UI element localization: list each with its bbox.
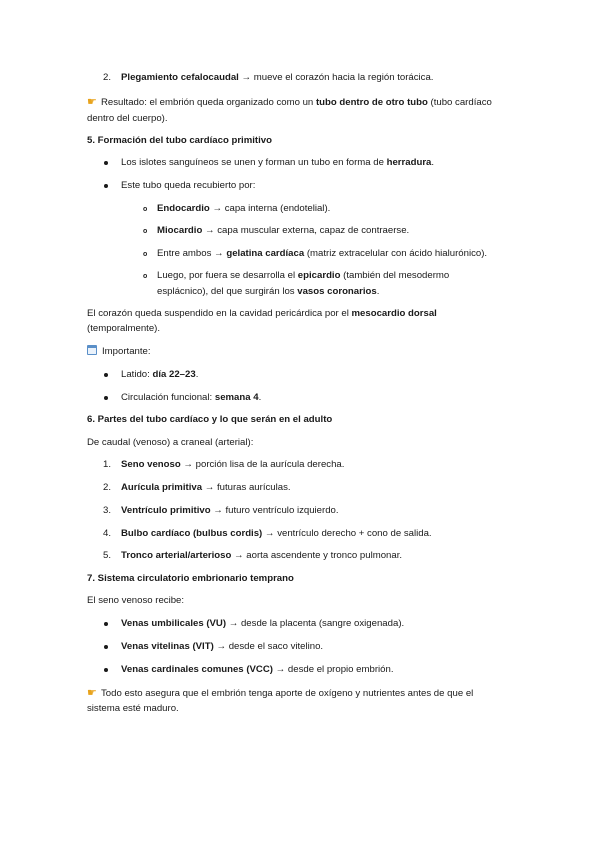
section-heading: 7. Sistema circulatorio embrionario temprano [87, 573, 294, 584]
sub-list-item: Luego, por fuera se desarrolla el epicardio (también del mesodermo [157, 270, 450, 281]
paragraph: El corazón queda suspendido en la cavidad pericárdica por el mesocardio dorsal [87, 308, 437, 319]
section-heading: 6. Partes del tubo cardíaco y lo que serán en el adulto [87, 414, 333, 425]
section-heading: 5. Formación del tubo cardíaco primitivo [87, 135, 272, 146]
list-item: Aurícula primitiva → futuras aurículas. [121, 482, 291, 493]
pointing-hand-icon: ☛ [87, 687, 97, 699]
list-item: Ventrículo primitivo → futuro ventrículo izquierdo. [121, 505, 339, 516]
sub-bullet-icon: o [143, 228, 148, 235]
bullet-icon [104, 184, 108, 188]
bullet-icon [104, 161, 108, 165]
closing-paragraph: ☛ Todo esto asegura que el embrión tenga aporte de oxígeno y nutrientes antes de que el [87, 687, 474, 699]
list-item: Este tubo queda recubierto por: [121, 180, 256, 191]
list-item: Tronco arterial/arterioso → aorta ascendente y tronco pulmonar. [121, 550, 403, 561]
paragraph: El seno venoso recibe: [87, 595, 185, 606]
sub-bullet-icon: o [143, 251, 148, 258]
sub-list-item: Entre ambos → gelatina cardíaca (matriz extracelular con ácido hialurónico). [157, 248, 488, 259]
sub-bullet-icon: o [143, 206, 148, 213]
sub-list-item-cont: esplácnico), del que surgirán los vasos coronarios. [157, 286, 380, 297]
list-number: 1. [103, 459, 112, 470]
list-item: Latido: día 22–23. [121, 369, 199, 380]
list-item: Venas cardinales comunes (VCC) → desde el propio embrión. [121, 664, 394, 675]
result-paragraph-cont: dentro del cuerpo). [87, 113, 168, 124]
sub-list-item: Miocardio → capa muscular externa, capaz de contraerse. [157, 225, 410, 236]
result-paragraph: ☛ Resultado: el embrión queda organizado como un tubo dentro de otro tubo (tubo cardíaco [87, 96, 492, 108]
paragraph: De caudal (venoso) a craneal (arterial): [87, 437, 254, 448]
list-item: Venas vitelinas (VIT) → desde el saco vitelino. [121, 641, 324, 652]
bullet-icon [104, 373, 108, 377]
paragraph-cont: (temporalmente). [87, 323, 161, 334]
list-item: Bulbo cardíaco (bulbus cordis) → ventrículo derecho + cono de salida. [121, 528, 432, 539]
list-number: 2. [103, 482, 112, 493]
list-number: 3. [103, 505, 112, 516]
list-item: Venas umbilicales (VU) → desde la placenta (sangre oxigenada). [121, 618, 405, 629]
pointing-hand-icon: ☛ [87, 96, 97, 108]
bullet-icon [104, 396, 108, 400]
bullet-icon [104, 622, 108, 626]
list-number: 5. [103, 550, 112, 561]
list-item: Plegamiento cefalocaudal → mueve el corazón hacia la región torácica. [121, 72, 434, 83]
list-item: Circulación funcional: semana 4. [121, 392, 262, 403]
list-number: 2. [103, 72, 112, 83]
bullet-icon [104, 668, 108, 672]
sub-list-item: Endocardio → capa interna (endotelial). [157, 203, 331, 214]
calendar-icon [87, 345, 97, 355]
closing-paragraph-cont: sistema esté maduro. [87, 703, 179, 714]
list-item: Seno venoso → porción lisa de la aurícula derecha. [121, 459, 345, 470]
sub-bullet-icon: o [143, 273, 148, 280]
list-number: 4. [103, 528, 112, 539]
bullet-icon [104, 645, 108, 649]
important-label: Importante: [87, 345, 151, 358]
list-item: Los islotes sanguíneos se unen y forman un tubo en forma de herradura. [121, 157, 435, 168]
